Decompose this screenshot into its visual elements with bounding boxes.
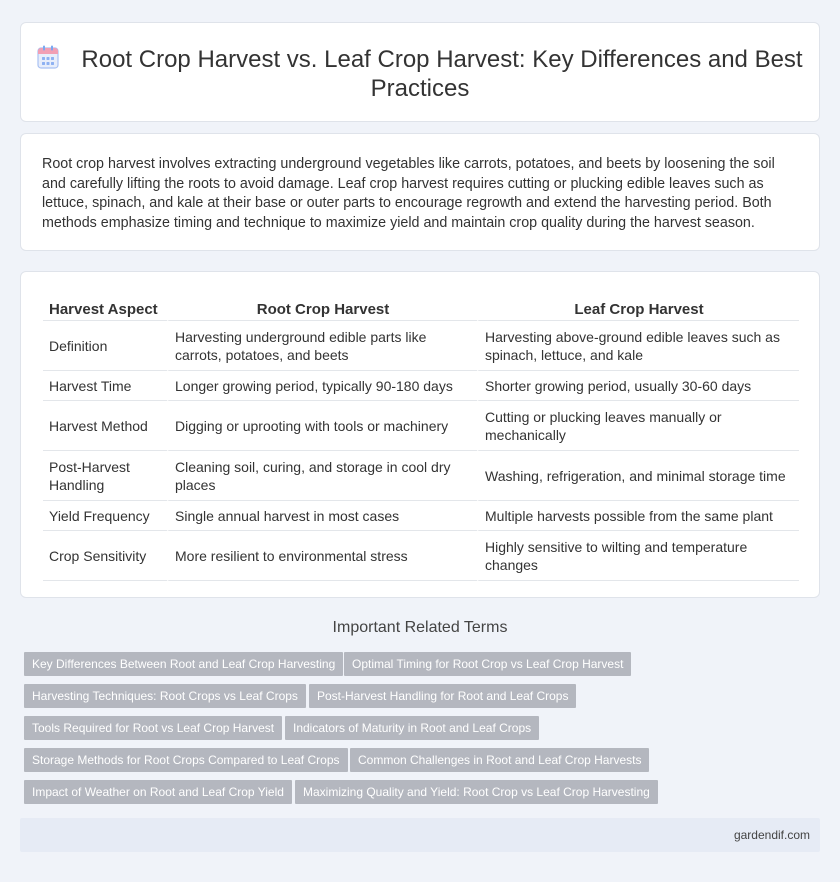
table-row [43,401,799,451]
row-leaf-value: Washing, refrigeration, and minimal storage time [477,451,799,501]
table-row [43,501,799,531]
table-row [43,451,799,501]
row-root-value: Harvesting underground edible parts like carrots, potatoes, and beets [167,321,477,371]
row-root-value: More resilient to environmental stress [167,531,477,581]
comparison-card [20,271,820,598]
intro-paragraph: Root crop harvest involves extracting underground vegetables like carrots, potatoes, and beets by loosening the soil and carefully lifting the roots to avoid damage. Leaf crop harvest requires cutting or plucking edible leaves such as lettuce, spinach, and kale at their base or outer parts to encourage regrowth and extend the harvesting period. Both methods emphasize timing and technique to maximize yield and maintain crop quality during the harvest season. [42,156,775,231]
related-terms-title: Important Related Terms [332,619,508,636]
related-tag[interactable]: Maximizing Quality and Yield: Root Crop vs Leaf Crop Harvesting [295,780,658,804]
related-tag[interactable]: Storage Methods for Root Crops Compared to Leaf Crops [24,748,348,772]
header-root-crop: Root Crop Harvest [167,294,477,321]
row-aspect: Yield Frequency [43,501,167,531]
related-tag[interactable]: Optimal Timing for Root Crop vs Leaf Crop Harvest [344,652,631,676]
row-aspect: Harvest Method [43,401,167,451]
row-aspect: Post-Harvest Handling [43,451,167,501]
row-root-value: Cleaning soil, curing, and storage in cool dry places [167,451,477,501]
related-tag[interactable]: Key Differences Between Root and Leaf Crop Harvesting [24,652,343,676]
calendar-icon [37,45,59,69]
table-header-row [43,294,799,321]
related-tag[interactable]: Post-Harvest Handling for Root and Leaf Crops [309,684,576,708]
row-leaf-value: Shorter growing period, usually 30-60 days [477,371,799,401]
row-root-value: Longer growing period, typically 90-180 days [167,371,477,401]
row-leaf-value: Highly sensitive to wilting and temperature changes [477,531,799,581]
table-row [43,531,799,581]
row-leaf-value: Harvesting above-ground edible leaves such as spinach, lettuce, and kale [477,321,799,371]
page-title-text: Root Crop Harvest vs. Leaf Crop Harvest: Key Differences and Best Practices [81,46,803,102]
page-title [21,45,819,103]
footer-site-link[interactable]: gardendif.com [733,828,810,842]
row-root-value: Digging or uprooting with tools or machinery [167,401,477,451]
row-aspect: Crop Sensitivity [43,531,167,581]
title-card [20,22,820,122]
related-tag[interactable]: Common Challenges in Root and Leaf Crop Harvests [350,748,649,772]
header-leaf-crop: Leaf Crop Harvest [477,294,799,321]
row-aspect: Definition [43,321,167,371]
header-harvest-aspect: Harvest Aspect [43,294,167,321]
table-row [43,371,799,401]
row-aspect: Harvest Time [43,371,167,401]
intro-card [20,133,820,251]
related-tag[interactable]: Indicators of Maturity in Root and Leaf Crops [285,716,539,740]
comparison-table [43,294,799,581]
footer [20,818,820,852]
related-tag[interactable]: Tools Required for Root vs Leaf Crop Harvest [24,716,282,740]
row-leaf-value: Cutting or plucking leaves manually or mechanically [477,401,799,451]
row-root-value: Single annual harvest in most cases [167,501,477,531]
related-tag[interactable]: Impact of Weather on Root and Leaf Crop Yield [24,780,292,804]
table-row [43,321,799,371]
related-tag[interactable]: Harvesting Techniques: Root Crops vs Leaf Crops [24,684,306,708]
row-leaf-value: Multiple harvests possible from the same plant [477,501,799,531]
